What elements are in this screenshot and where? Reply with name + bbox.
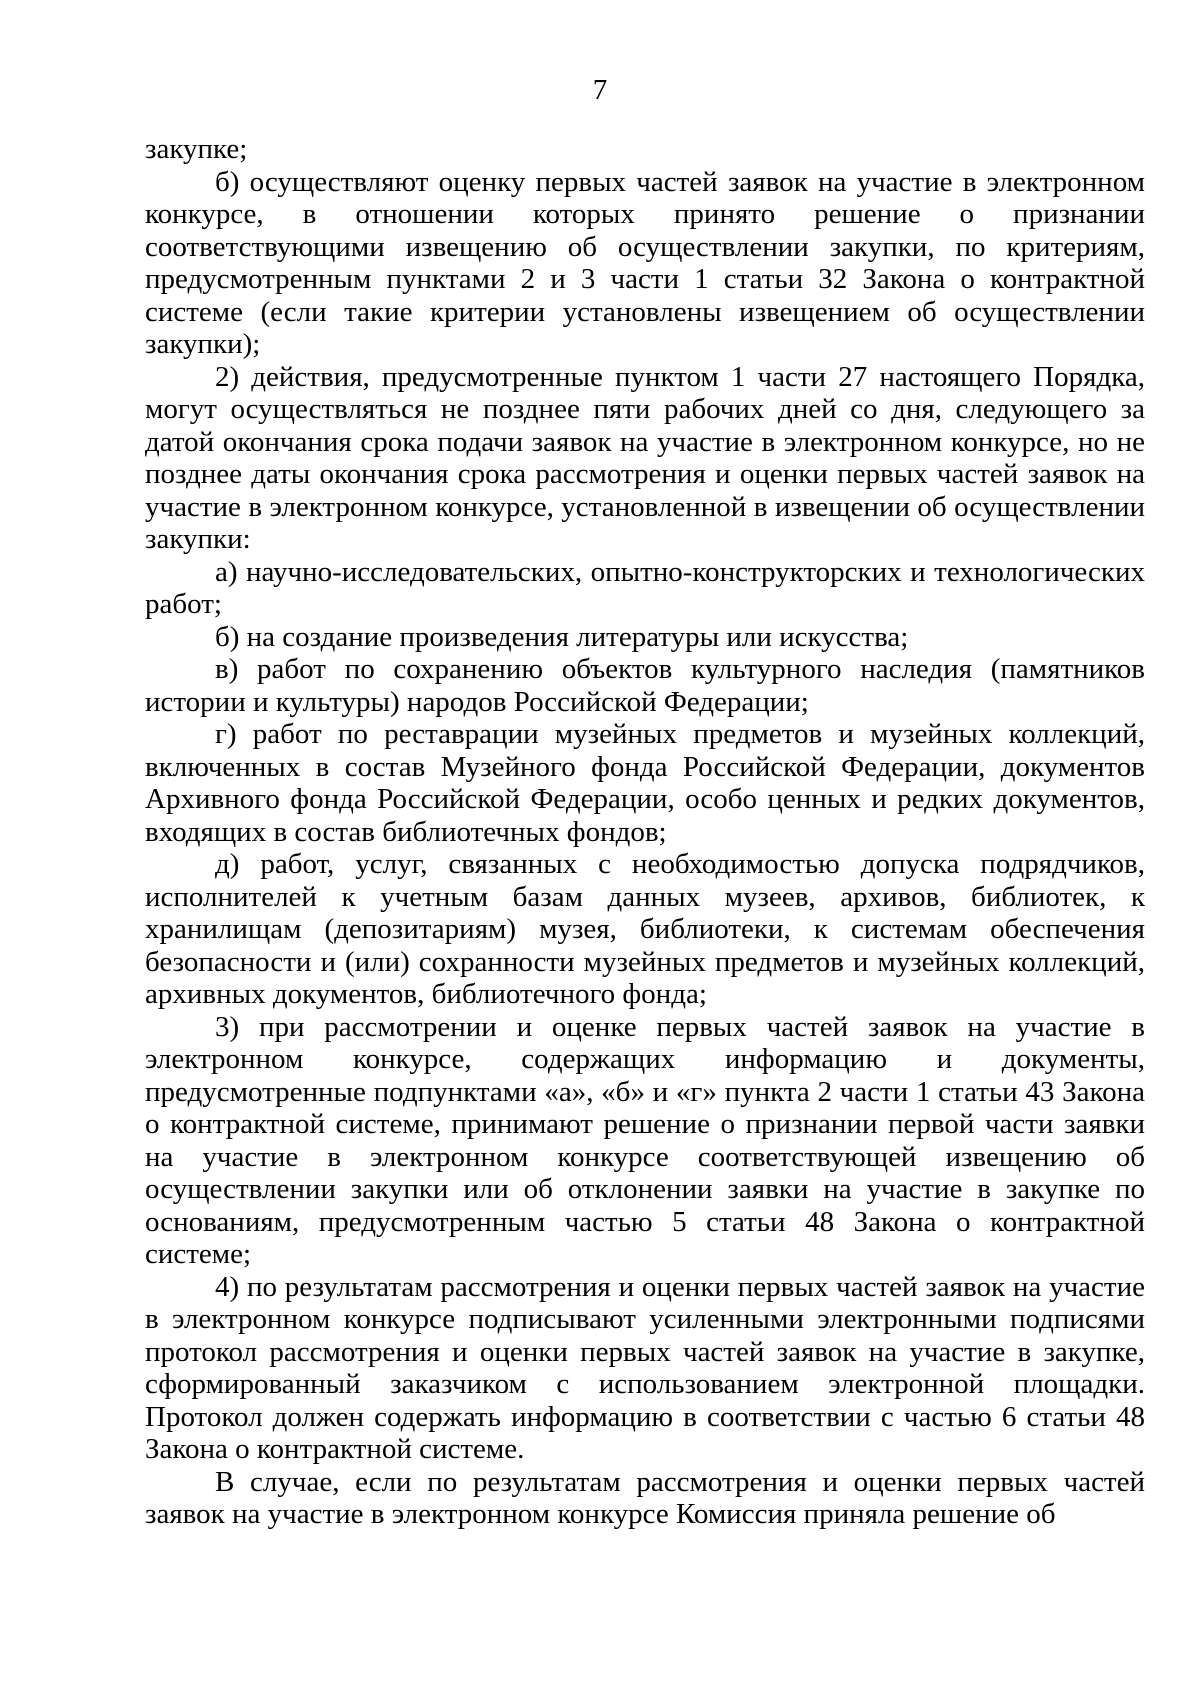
- paragraph-subitem-g: г) работ по реставрации музейных предметов и музейных коллекций, включенных в состав Музейного фонда Российской Федерации, документов Архивного фонда Российской Федерации, особо ценных и редких документов, входящих в состав библиотечных фондов;: [145, 718, 1145, 848]
- paragraph-subitem-a: а) научно-исследовательских, опытно-конструкторских и технологических работ;: [145, 555, 1145, 620]
- page-number: 7: [592, 74, 608, 106]
- paragraph-item-3-review: 3) при рассмотрении и оценке первых частей заявок на участие в электронном конкурсе, содержащих информацию и документы, предусмотренные подпунктами «а», «б» и «г» пункта 2 части 1 статьи 43 Закона о контрактной системе, принимают решение о признании первой части заявки на участие в электронном конкурсе соответствующей извещению об осуществлении закупки или об отклонении заявки на участие в закупке по основаниям, предусмотренным частью 5 статьи 48 Закона о контрактной системе;: [145, 1010, 1145, 1270]
- paragraph-subitem-d: д) работ, услуг, связанных с необходимостью допуска подрядчиков, исполнителей к учетным базам данных музеев, архивов, библиотек, к хранилищам (депозитариям) музея, библиотеки, к системам обеспечения безопасности и (или) сохранности музейных предметов и музейных коллекций, архивных документов, библиотечного фонда;: [145, 848, 1145, 1010]
- paragraph-item-4-protocol: 4) по результатам рассмотрения и оценки первых частей заявок на участие в электронном конкурсе подписывают усиленными электронными подписями протокол рассмотрения и оценки первых частей заявок на участие в закупке, сформированный заказчиком с использованием электронной площадки. Протокол должен содержать информацию в соответствии с частью 6 статьи 48 Закона о контрактной системе.: [145, 1270, 1145, 1465]
- paragraph-item-2-actions: 2) действия, предусмотренные пунктом 1 части 27 настоящего Порядка, могут осуществляться не позднее пяти рабочих дней со дня, следующего за датой окончания срока подачи заявок на участие в электронном конкурсе, но не позднее даты окончания срока рассмотрения и оценки первых частей заявок на участие в электронном конкурсе, установленной в извещении об осуществлении закупки:: [145, 360, 1145, 555]
- document-body: [145, 133, 1145, 1531]
- paragraph-commission-decision: В случае, если по результатам рассмотрения и оценки первых частей заявок на участие в электронном конкурсе Комиссия приняла решение об: [145, 1465, 1145, 1530]
- paragraph-subitem-v: в) работ по сохранению объектов культурного наследия (памятников истории и культуры) народов Российской Федерации;: [145, 653, 1145, 718]
- paragraph-item-b-evaluation: б) осуществляют оценку первых частей заявок на участие в электронном конкурсе, в отношении которых принято решение о признании соответствующими извещению об осуществлении закупки, по критериям, предусмотренным пунктами 2 и 3 части 1 статьи 32 Закона о контрактной системе (если такие критерии установлены извещением об осуществлении закупки);: [145, 165, 1145, 360]
- paragraph-subitem-b: б) на создание произведения литературы или искусства;: [215, 620, 909, 653]
- paragraph-continuation: закупке;: [145, 133, 248, 165]
